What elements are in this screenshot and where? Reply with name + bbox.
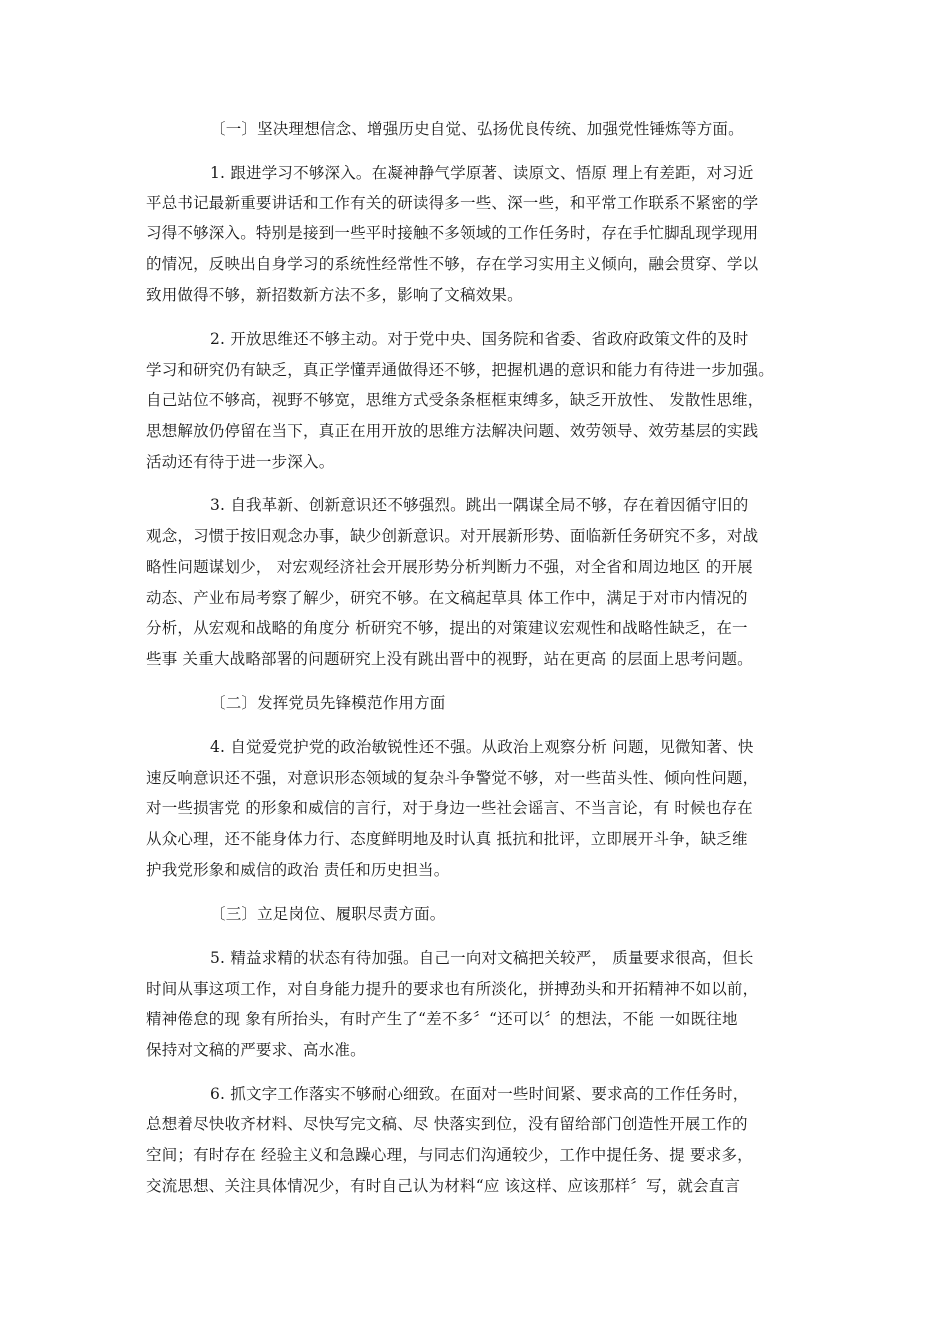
paragraph-line: 的情况，反映出自身学习的系统性经常性不够，存在学习实用主义倾向，融会贯穿、学以 bbox=[146, 255, 759, 273]
paragraph-line: 观念，习惯于按旧观念办事，缺少创新意识。对开展新形势、面临新任务研究不多，对战 bbox=[146, 527, 759, 545]
paragraph-line: 交流思想、关注具体情况少，有时自己认为材料“应 该这样、应该那样〞写，就会直言 bbox=[146, 1177, 741, 1195]
paragraph-line: 分析，从宏观和战略的角度分 析研究不够，提出的对策建议宏观性和战略性缺乏，在一 bbox=[146, 619, 748, 637]
paragraph-line: 略性问题谋划少， 对宏观经济社会开展形势分析判断力不强，对全省和周边地区 的开展 bbox=[146, 558, 753, 576]
paragraph-line: 从众心理，还不能身体力行、态度鲜明地及时认真 抵抗和批评，立即展开斗争，缺乏维 bbox=[146, 830, 748, 848]
paragraph-line: 2. 开放思维还不够主动。对于党中央、国务院和省委、省政府政策文件的及时 bbox=[210, 330, 749, 348]
paragraph-line: 学习和研究仍有缺乏，真正学懂弄通做得还不够，把握机遇的意识和能力有待进一步加强。 bbox=[146, 361, 775, 379]
paragraph-line: 些事 关重大战略部署的问题研究上没有跳出晋中的视野，站在更高 的层面上思考问题。 bbox=[146, 650, 753, 668]
paragraph-line: 时间从事这项工作，对自身能力提升的要求也有所淡化，拼搏劲头和开拓精神不如以前， bbox=[146, 980, 759, 998]
paragraph-line: 5. 精益求精的状态有待加强。自己一向对文稿把关较严， 质量要求很高，但长 bbox=[210, 949, 754, 967]
paragraph-line: 动态、产业布局考察了解少，研究不够。在文稿起草具 体工作中，满足于对市内情况的 bbox=[146, 589, 748, 607]
paragraph-line: 平总书记最新重要讲话和工作有关的研读得多一些、深一些，和平常工作联系不紧密的学 bbox=[146, 194, 759, 212]
paragraph-line: 速反响意识还不强，对意识形态领域的复杂斗争警觉不够，对一些苗头性、倾向性问题， bbox=[146, 769, 759, 787]
section-heading: 〔三〕立足岗位、履职尽责方面。 bbox=[210, 905, 446, 923]
paragraph-line: 4. 自觉爱党护党的政治敏锐性还不强。从政治上观察分析 问题，见微知著、快 bbox=[210, 738, 754, 756]
paragraph-line: 习得不够深入。特别是接到一些平时接触不多领域的工作任务时，存在手忙脚乱现学现用 bbox=[146, 224, 759, 242]
paragraph-line: 精神倦怠的现 象有所抬头，有时产生了“差不多〞“还可以〞的想法，不能 一如既往地 bbox=[146, 1010, 738, 1028]
paragraph-line: 思想解放仍停留在当下，真正在用开放的思维方法解决问题、效劳领导、效劳基层的实践 bbox=[146, 422, 759, 440]
paragraph-line: 对一些损害党 的形象和威信的言行，对于身边一些社会谣言、不当言论，有 时候也存在 bbox=[146, 799, 753, 817]
paragraph-line: 6. 抓文字工作落实不够耐心细致。在面对一些时间紧、要求高的工作任务时， bbox=[210, 1085, 749, 1103]
paragraph-line: 自己站位不够高，视野不够宽，思维方式受条条框框束缚多，缺乏开放性、 发散性思维， bbox=[146, 391, 764, 409]
section-heading: 〔二〕发挥党员先锋模范作用方面 bbox=[210, 694, 446, 712]
paragraph-line: 总想着尽快收齐材料、尽快写完文稿、尽 快落实到位，没有留给部门创造性开展工作的 bbox=[146, 1115, 748, 1133]
section-heading: 〔一〕坚决理想信念、增强历史自觉、弘扬优良传统、加强党性锤炼等方面。 bbox=[210, 120, 744, 138]
paragraph-line: 1. 跟进学习不够深入。在凝神静气学原著、读原文、悟原 理上有差距，对习近 bbox=[210, 164, 754, 182]
paragraph-line: 3. 自我革新、创新意识还不够强烈。跳出一隅谋全局不够，存在着因循守旧的 bbox=[210, 496, 749, 514]
paragraph-line: 保持对文稿的严要求、高水准。 bbox=[146, 1041, 366, 1059]
paragraph-line: 护我党形象和威信的政治 责任和历史担当。 bbox=[146, 861, 450, 879]
paragraph-line: 致用做得不够，新招数新方法不多，影响了文稿效果。 bbox=[146, 286, 523, 304]
paragraph-line: 空间；有时存在 经验主义和急躁心理，与同志们沟通较少，工作中提任务、提 要求多， bbox=[146, 1146, 753, 1164]
paragraph-line: 活动还有待于进一步深入。 bbox=[146, 453, 335, 471]
